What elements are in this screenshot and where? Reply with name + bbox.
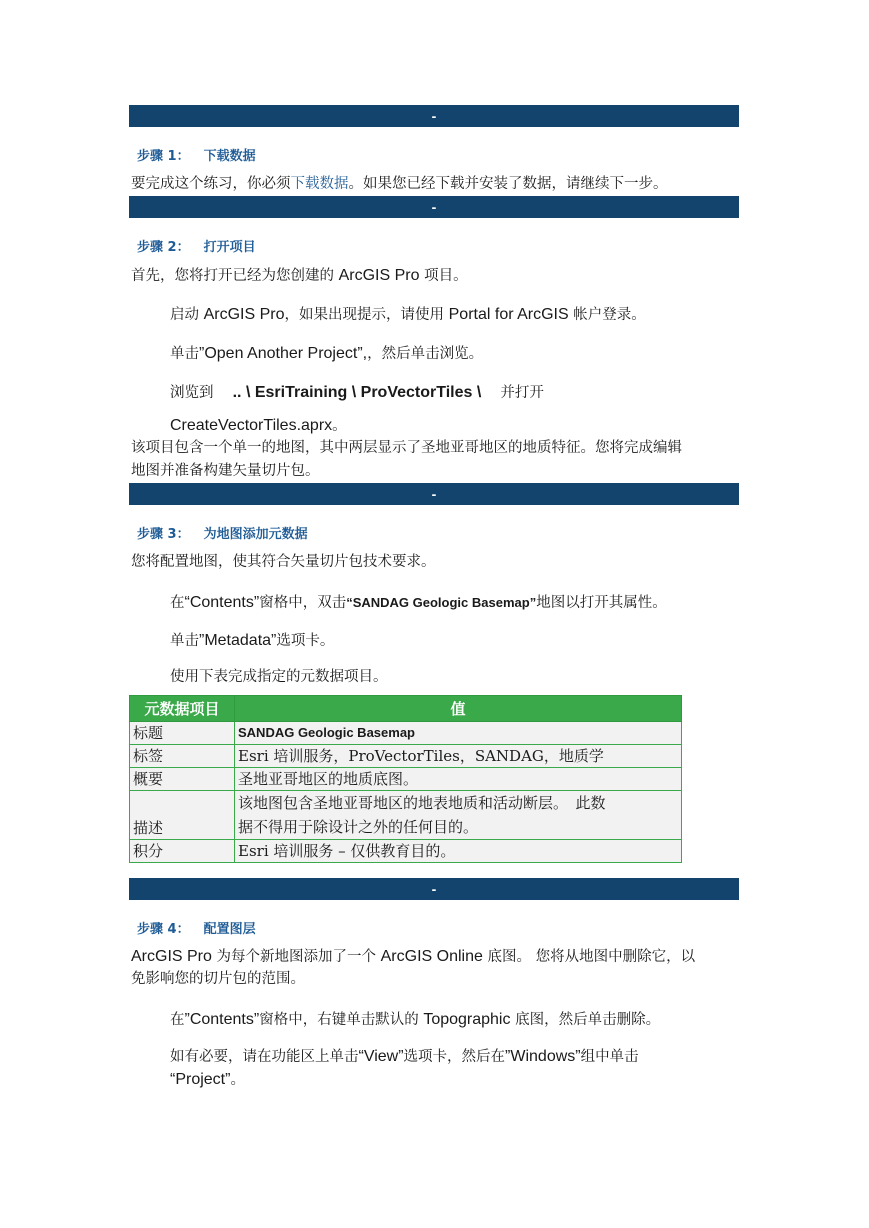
step-3-heading: 步骤 3： 为地图添加元数据 [137, 527, 308, 542]
step-4-instruction-1: 在”Contents”窗格中，右键单击默认的 Topographic 底图，然后单击删除。 [170, 1011, 661, 1028]
table-cell-key: 概要 [130, 768, 235, 791]
step-2-instruction-3: 浏览到 .. \ EsriTraining \ ProVectorTiles \ 并打开 [170, 384, 544, 401]
step-2-heading: 步骤 2： 打开项目 [137, 240, 256, 255]
table-header-row [130, 696, 682, 722]
table-cell-value: Esri 培训服务 – 仅供教育目的。 [235, 840, 682, 863]
step-4-instruction-2: 如有必要，请在功能区上单击“View”选项卡，然后在”Windows”组中单击 [170, 1048, 639, 1065]
section-bar-2: - [129, 196, 739, 218]
section-bar-4: - [129, 878, 739, 900]
step-2-instruction-2: 单击”Open Another Project”,，然后单击浏览。 [170, 345, 484, 362]
table-header-value: 值 [235, 696, 682, 722]
table-cell-key: 积分 [130, 840, 235, 863]
step-3-instruction-1: 在“Contents”窗格中，双击“SANDAG Geologic Basemap”地图以打开其属性。 [170, 594, 667, 611]
step-2-description-line-2: 地图并准备构建矢量切片包。 [131, 463, 320, 479]
step-2-description-line-1: 该项目包含一个单一的地图，其中两层显示了圣地亚哥地区的地质特征。您将完成编辑 [131, 440, 682, 456]
step-1-heading: 步骤 1： 下载数据 [137, 149, 256, 164]
table-cell-key: 标题 [130, 722, 235, 745]
table-cell-key: 标签 [130, 745, 235, 768]
section-bar-1: - [129, 105, 739, 127]
step-2-instruction-3-file: CreateVectorTiles.aprx。 [170, 417, 347, 434]
step-4-instruction-2-cont: “Project”。 [170, 1071, 245, 1088]
table-cell-value: Esri 培训服务，ProVectorTiles，SANDAG，地质学 [235, 745, 682, 768]
step-3-instruction-3: 使用下表完成指定的元数据项目。 [170, 669, 388, 685]
table-row [130, 840, 682, 863]
table-cell-key: 描述 [130, 791, 235, 840]
table-header-item: 元数据项目 [130, 696, 235, 722]
section-bar-3: - [129, 483, 739, 505]
table-cell-value: 该地图包含圣地亚哥地区的地表地质和活动断层。 此数 据不得用于除设计之外的任何目的。 [235, 791, 682, 840]
step-4-intro-line-2: 免影响您的切片包的范围。 [131, 971, 305, 987]
table-row [130, 745, 682, 768]
step-4-heading: 步骤 4： 配置图层 [137, 922, 256, 937]
table-cell-value: 圣地亚哥地区的地质底图。 [235, 768, 682, 791]
table-row [130, 722, 682, 745]
step-4-intro-line-1: ArcGIS Pro 为每个新地图添加了一个 ArcGIS Online 底图。 您将从地图中删除它，以 [131, 948, 696, 965]
table-cell-value: SANDAG Geologic Basemap [235, 722, 682, 745]
table-row [130, 768, 682, 791]
step-2-intro: 首先，您将打开已经为您创建的 ArcGIS Pro 项目。 [131, 267, 468, 284]
metadata-table [129, 695, 682, 863]
step-3-instruction-2: 单击”Metadata”选项卡。 [170, 632, 335, 649]
download-data-link[interactable]: 下载数据 [290, 176, 349, 192]
table-row [130, 791, 682, 840]
step-2-instruction-1: 启动 ArcGIS Pro，如果出现提示，请使用 Portal for ArcGIS 帐户登录。 [170, 306, 646, 323]
step-1-paragraph: 要完成这个练习，你必须下载数据。如果您已经下载并安装了数据，请继续下一步。 [131, 176, 668, 192]
step-3-intro: 您将配置地图，使其符合矢量切片包技术要求。 [131, 554, 436, 570]
